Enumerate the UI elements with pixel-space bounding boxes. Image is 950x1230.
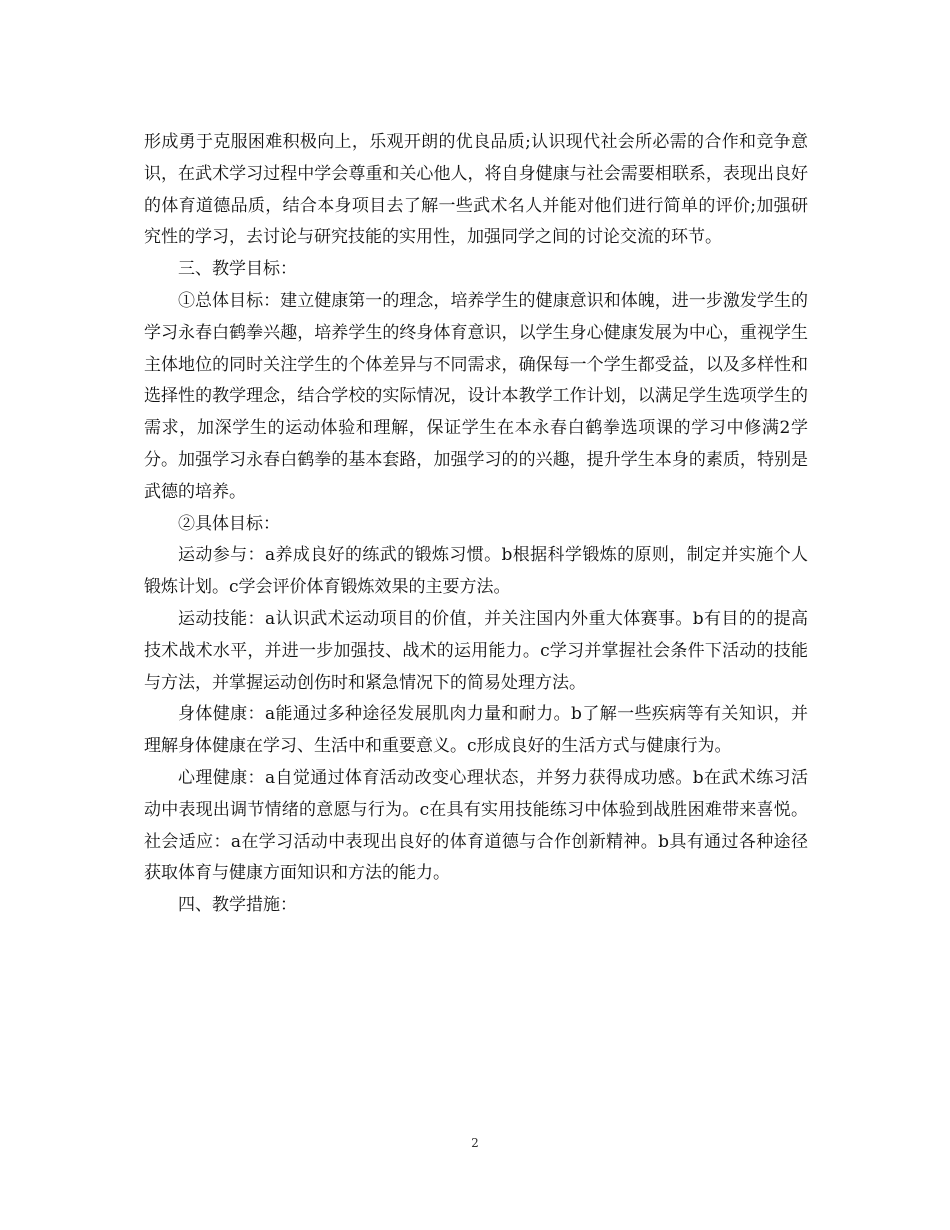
section-heading-teaching-goals: 三、教学目标：: [178, 259, 297, 280]
section-heading-teaching-measures: 四、教学措施：: [178, 895, 297, 916]
subheading-specific-goals: ②具体目标：: [178, 513, 280, 534]
paragraph-physical-health: 身体健康：a能通过多种途径发展肌肉力量和耐力。b了解一些疾病等有关知识，并理解身体健康在学习、生活中和重要意义。c形成良好的生活方式与健康行为。: [144, 704, 808, 757]
paragraph-overall-goal: ①总体目标：建立健康第一的理念，培养学生的健康意识和体魄，进一步激发学生的学习永春白鹤拳兴趣，培养学生的终身体育意识，以学生身心健康发展为中心，重视学生主体地位的同时关注学生的个体差异与不同需求，确保每一个学生都受益，以及多样性和选择性的教学理念，结合学校的实际情况，设计本教学工作计划，以满足学生选项学生的需求，加深学生的运动体验和理解，保证学生在本永春白鹤拳选项课的学习中修满2学分。加强学习永春白鹤拳的基本套路，加强学习的的兴趣，提升学生本身的素质，特别是武德的培养。: [144, 290, 808, 502]
paragraph-sports-participation: 运动参与：a养成良好的练武的锻炼习惯。b根据科学锻炼的原则，制定并实施个人锻炼计划。c学会评价体育锻炼效果的主要方法。: [144, 545, 808, 598]
document-body: [144, 127, 808, 922]
paragraph-sports-skills: 运动技能：a认识武术运动项目的价值，并关注国内外重大体赛事。b有目的的提高技术战术水平，并进一步加强技、战术的运用能力。c学习并掌握社会条件下活动的技能与方法，并掌握运动创伤时和紧急情况下的简易处理方法。: [144, 608, 808, 693]
page-number: 2: [471, 1136, 479, 1150]
paragraph-mental-health: 心理健康：a自觉通过体育活动改变心理状态，并努力获得成功感。b在武术练习活动中表现出调节情绪的意愿与行为。c在具有实用技能练习中体验到战胜困难带来喜悦。社会适应：a在学习活动中表现出良好的体育道德与合作创新精神。b具有通过各种途径获取体育与健康方面知识和方法的能力。: [144, 767, 808, 884]
paragraph-continuation: 形成勇于克服困难积极向上，乐观开朗的优良品质;认识现代社会所必需的合作和竞争意识，在武术学习过程中学会尊重和关心他人，将自身健康与社会需要相联系，表现出良好的体育道德品质，结合本身项目去了解一些武术名人并能对他们进行简单的评价;加强研究性的学习，去讨论与研究技能的实用性，加强同学之间的讨论交流的环节。: [144, 132, 808, 248]
